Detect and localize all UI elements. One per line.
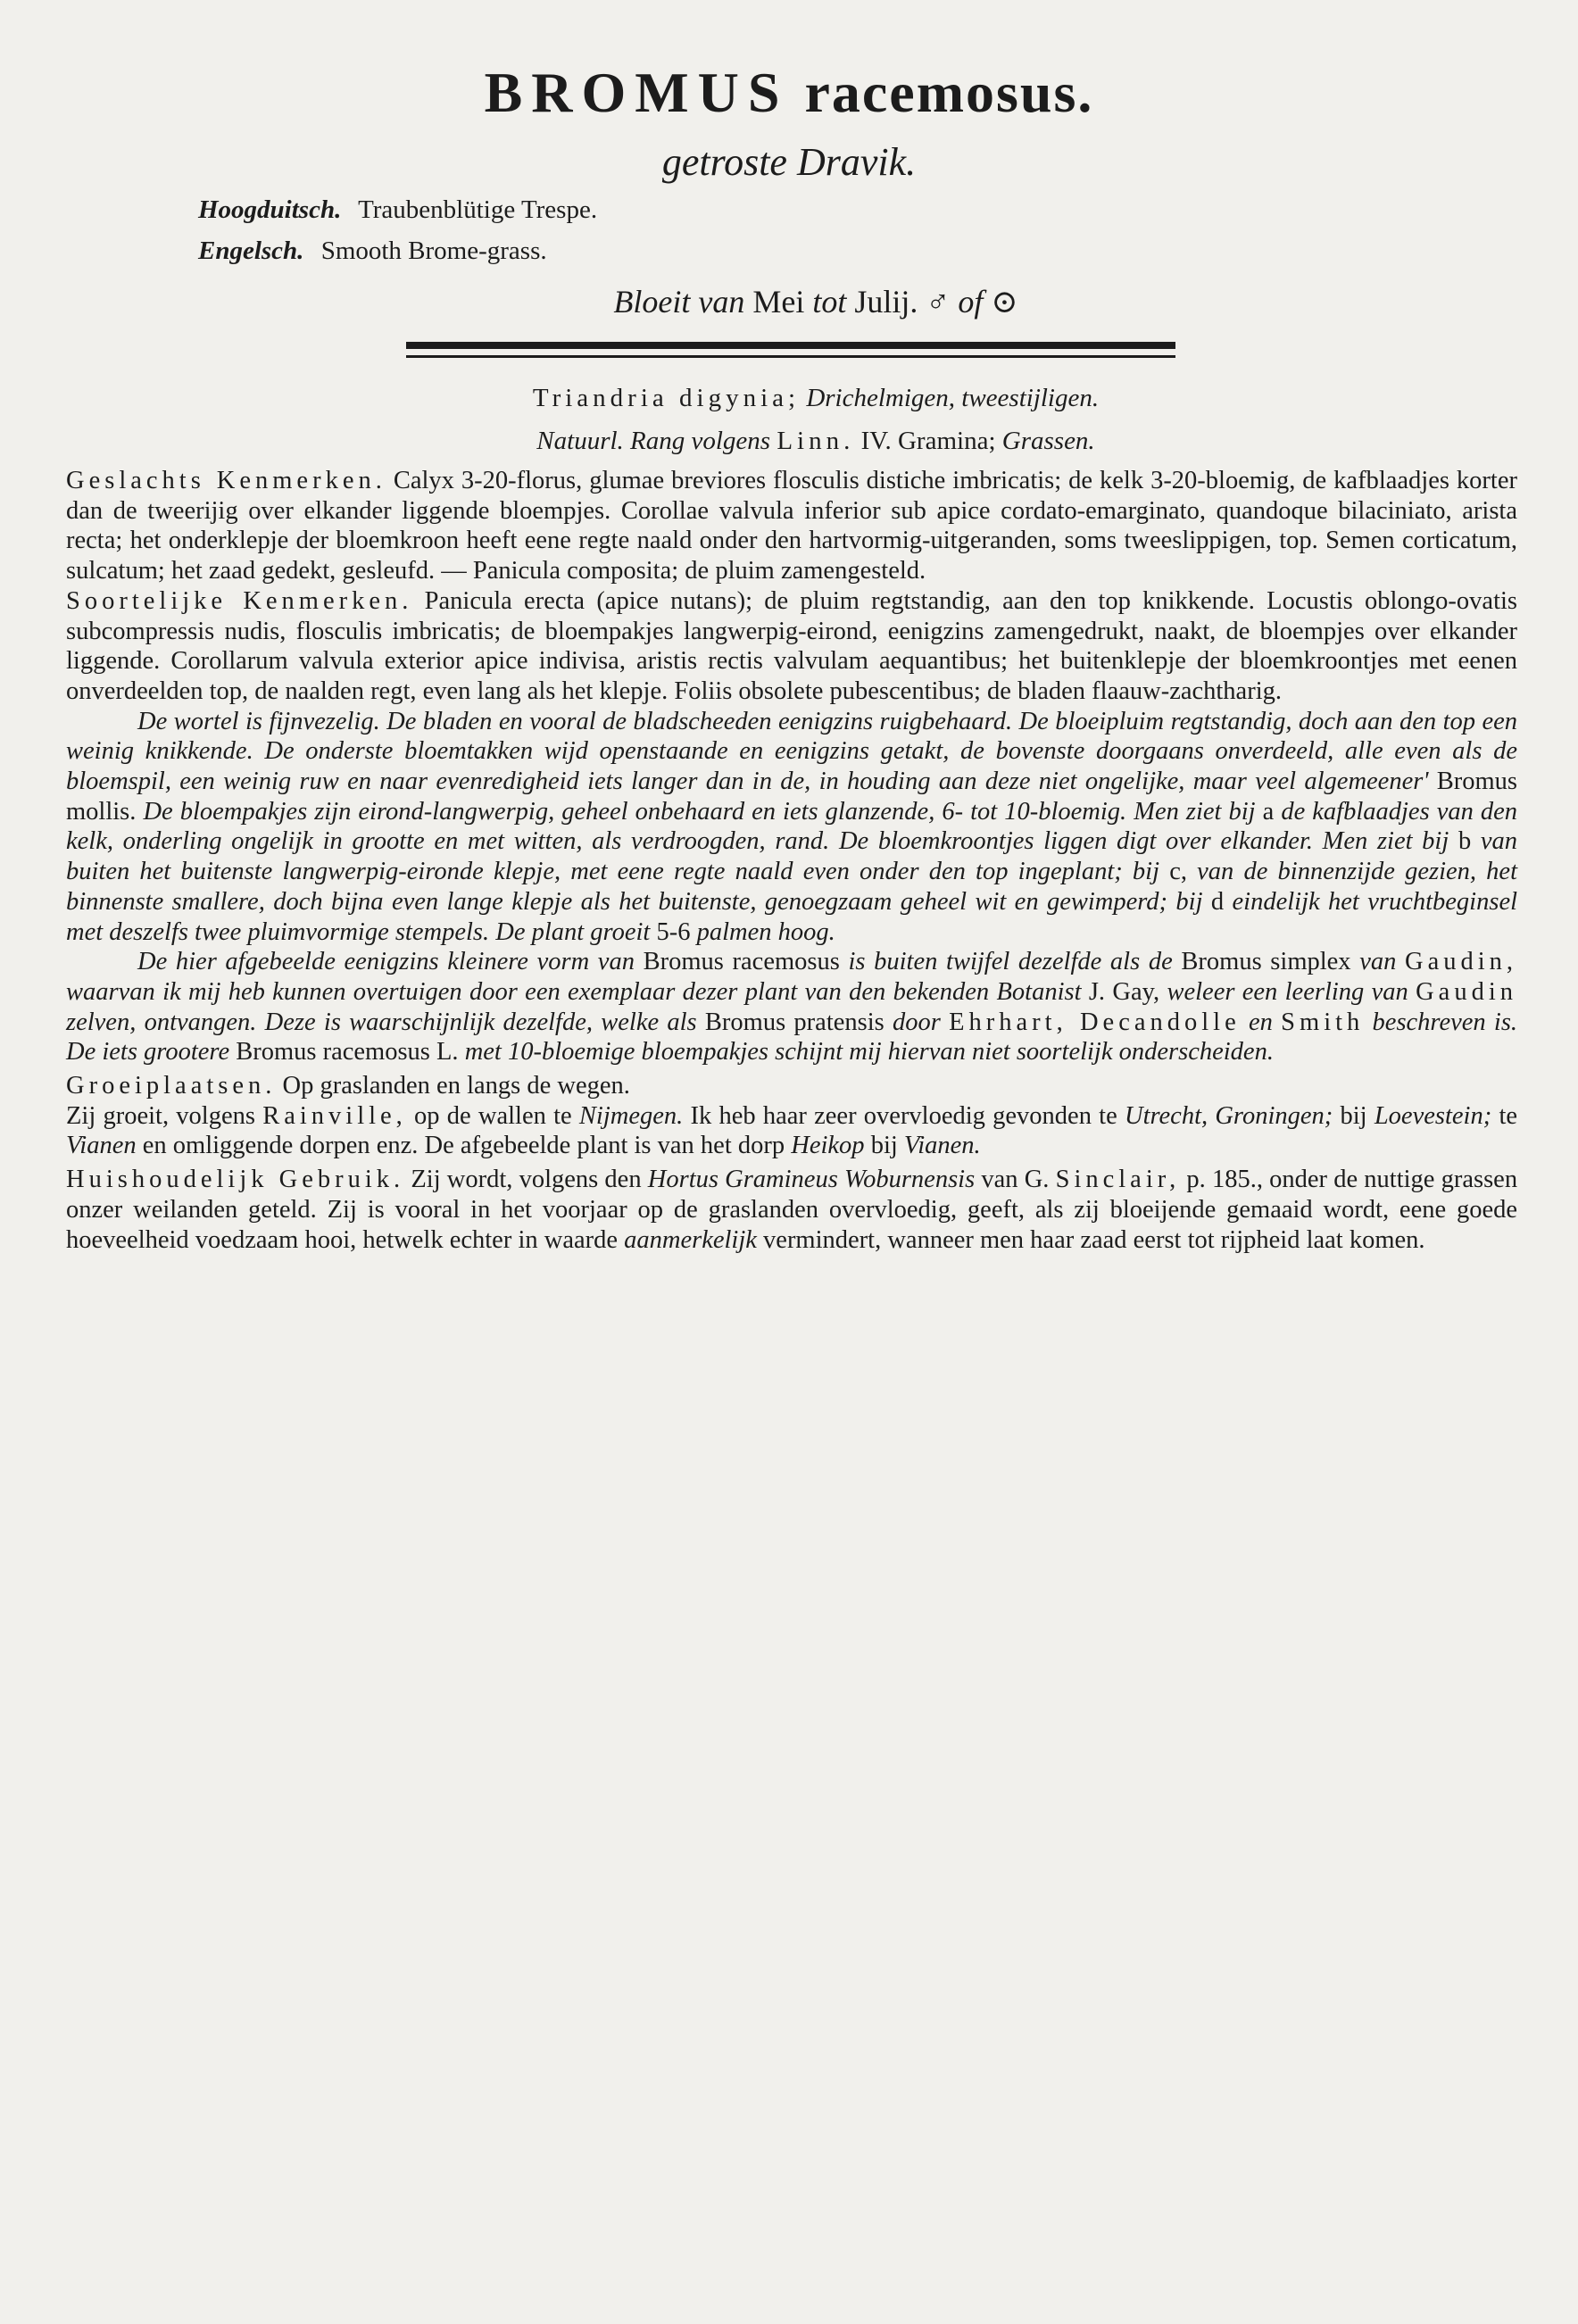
loc-text: en omliggende dorpen enz. De afgebeelde plant is van het dorp bbox=[142, 1132, 785, 1160]
species-characters-text: Panicula erecta (apice nutans); de pluim regtstandig, aan den top knikkende. Locustis oblongo-ovatis subcompressis nudis, flosculis imbricatis; de bloempakjes langwerpig-eirond, eenigzins zamengedrukt, naakt, de bloempjes over elkander liggende. Corollarum valvula exterior apice indivisa, aristis rectis valvulam aequantibus; het buitenklepje der bloemkroontjes met eenen onverdeelden top, de naalden regt, even lang als het klepje. Foliis obsolete pubescentibus; de bladen flaauw-zachtharig. bbox=[66, 586, 1517, 705]
description-paragraph-2 bbox=[66, 947, 1517, 1067]
desc-species-name: Bromus racemosus L. bbox=[236, 1038, 459, 1067]
loc-text: bij bbox=[870, 1132, 898, 1160]
divider-thick bbox=[406, 342, 1175, 349]
author-name: Rainville, bbox=[262, 1101, 407, 1130]
use-text: vermindert, wanneer men haar zaad eerst tot rijpheid laat komen. bbox=[763, 1225, 1425, 1254]
bloom-van: van bbox=[698, 284, 745, 320]
bloom-period bbox=[0, 286, 1578, 318]
title-genus: BROMUS bbox=[484, 61, 789, 124]
author-name: Gaudin, bbox=[1405, 948, 1518, 976]
author-name: J. Gay, bbox=[1088, 977, 1160, 1006]
bloom-prefix: Bloeit bbox=[613, 284, 691, 320]
desc-species-name: Bromus pratensis bbox=[704, 1008, 885, 1036]
vernacular-lang: Engelsch. bbox=[198, 237, 304, 265]
habitat-label: Groeiplaatsen. bbox=[66, 1072, 277, 1100]
loc-text: bij bbox=[1340, 1101, 1367, 1130]
title-species: racemosus. bbox=[804, 61, 1094, 124]
author-name: Smith bbox=[1281, 1008, 1365, 1036]
loc-text: Ik heb haar zeer overvloedig gevonden te bbox=[690, 1101, 1117, 1130]
desc-text: De hier afgebeelde eenigzins kleinere vorm van bbox=[137, 948, 635, 976]
desc-height: 5-6 bbox=[656, 917, 691, 946]
use-label: Huishoudelijk Gebruik. bbox=[66, 1166, 405, 1194]
bloom-month-end: Julij. bbox=[854, 284, 918, 320]
use-text: p. 185., onder de nuttige grassen onzer weilanden geteld. Zij is vooral in het voorjaar op de graslanden overvloedig, geeft, als zij bloeijende gemaaid wordt, eene goede hoeveelheid voedzaam hooi, hetwelk echter in waarde bbox=[66, 1166, 1518, 1254]
author-name: Sinclair, bbox=[1055, 1166, 1181, 1194]
loc-text: te bbox=[1499, 1101, 1518, 1130]
desc-text: eindelijk het vruchtbeginsel met deszelfs twee pluimvormige stempels. De plant groeit bbox=[66, 887, 1518, 946]
place-name: Nijmegen. bbox=[578, 1101, 684, 1130]
desc-species-name: Bromus simplex bbox=[1181, 948, 1351, 976]
desc-text: zelven, ontvangen. Deze is waarschijnlijk dezelfde, welke als bbox=[66, 1008, 697, 1036]
page-title bbox=[0, 61, 1578, 124]
description-paragraph-1 bbox=[66, 707, 1517, 948]
bloom-month-start: Mei bbox=[752, 284, 805, 320]
bloom-tot: tot bbox=[812, 284, 847, 320]
author-name: Gaudin bbox=[1416, 977, 1517, 1006]
vernacular-name-english bbox=[198, 230, 597, 271]
desc-text: weleer een leerling van bbox=[1167, 977, 1408, 1006]
desc-text: de kafblaadjes van den kelk, onderling ongelijk in grootte en met witten, als verdroogden, rand. De bloemkroontjes liggen digt over elkander. Men ziet bij bbox=[66, 797, 1518, 856]
desc-text: door bbox=[893, 1008, 941, 1036]
place-name: Loevestein; bbox=[1374, 1101, 1492, 1130]
vernacular-name-german bbox=[198, 189, 597, 230]
use-text: van G. bbox=[981, 1166, 1050, 1194]
loc-text: op de wallen te bbox=[414, 1101, 572, 1130]
genus-characters bbox=[66, 466, 1517, 586]
natural-order-value: IV. Gramina; bbox=[860, 427, 996, 455]
desc-text: en bbox=[1249, 1008, 1273, 1036]
place-name: Vianen. bbox=[903, 1132, 981, 1160]
habitat-section bbox=[66, 1071, 1517, 1101]
vernacular-names bbox=[198, 189, 597, 271]
classification-line-1 bbox=[0, 386, 1578, 411]
place-name: Vianen bbox=[66, 1132, 137, 1160]
use-text: Zij wordt, volgens den bbox=[411, 1166, 642, 1194]
species-characters bbox=[66, 586, 1517, 707]
place-name: Heikop bbox=[791, 1132, 865, 1160]
male-symbol-icon: ♂ bbox=[926, 284, 951, 320]
desc-species-name: Bromus mollis. bbox=[66, 768, 1517, 826]
natural-order-label: Natuurl. Rang volgens bbox=[536, 427, 771, 455]
desc-text: 10-bloemige bloempakjes schijnt mij hiervan niet soortelijk onderscheiden. bbox=[507, 1038, 1274, 1067]
author-name: Ehrhart, Decandolle bbox=[949, 1008, 1241, 1036]
vernacular-value: Smooth Brome-grass. bbox=[320, 237, 547, 265]
desc-text: palmen hoog. bbox=[696, 917, 835, 946]
desc-species-name: Bromus racemosus bbox=[643, 948, 840, 976]
figure-letter-c: c, bbox=[1169, 858, 1187, 886]
figure-letter-a: a bbox=[1262, 797, 1275, 826]
linnaean-class-dutch: Drichelmigen, tweestijligen. bbox=[806, 384, 1100, 412]
desc-text: waarvan ik mij heb kunnen overtuigen door een exemplaar dezer plant van den bekenden Botanist bbox=[66, 977, 1082, 1006]
figure-letter-d: d bbox=[1210, 887, 1225, 916]
linnaeus-name: Linn. bbox=[777, 427, 855, 455]
natural-order-dutch: Grassen. bbox=[1001, 427, 1095, 455]
vernacular-value: Traubenblütige Trespe. bbox=[358, 195, 598, 224]
desc-text: beschreven is. De iets grootere bbox=[66, 1008, 1518, 1067]
page-subtitle: getroste Dravik. bbox=[661, 140, 917, 184]
annual-symbol-icon: ⊙ bbox=[991, 284, 1018, 320]
desc-text: van de binnenzijde gezien, het binnenste smallere, doch bijna even lange klepje als het buitenste, genoegzaam geheel wit en gewimperd; bij bbox=[66, 858, 1517, 916]
bloom-of: of bbox=[958, 284, 984, 320]
body-text bbox=[66, 466, 1517, 1255]
locations-paragraph bbox=[66, 1101, 1517, 1161]
use-section bbox=[66, 1165, 1517, 1255]
loc-text: Zij groeit, volgens bbox=[66, 1101, 255, 1130]
genus-characters-label: Geslachts Kenmerken. bbox=[66, 467, 386, 494]
desc-text: is buiten twijfel dezelfde als de bbox=[848, 948, 1173, 976]
desc-text: De wortel is fijnvezelig. De bladen en vooral de bladscheeden eenigzins ruigbehaard. De bloeipluim regtstandig, doch aan den top een weinig knikkende. De onderste bloemtakken wijd openstaande en eenigzins getakt, de bovenste doorgaans onverdeeld, alle even als de bloemspil, een weinig ruw en naar evenredigheid iets langer dan in de, in houding aan deze niet ongelijke, maar veel algemeener' bbox=[66, 707, 1517, 796]
classification-line-2 bbox=[0, 428, 1578, 454]
desc-text: van buiten het buitenste langwerpig-eironde klepje, met eene regte naald even onder den top ingeplant; bij bbox=[66, 827, 1517, 886]
figure-letter-b: b bbox=[1458, 827, 1472, 856]
genus-characters-text: Calyx 3-20-florus, glumae breviores flosculis distiche imbricatis; de kelk 3-20-bloemig, de kafblaadjes korter dan de tweerijig over elkander liggende bloempjes. Corollae valvula inferior sub apice cordato-emarginato, quandoque bilaciniato, arista recta; het onderklepje der bloemkroon heeft eene regte naald onder den hartvormig-uitgeranden, soms tweeslippigen, top. Semen corticatum, sulcatum; het zaad gedekt, gesleufd. — Panicula composita; de pluim zamengesteld. bbox=[66, 467, 1517, 585]
place-name: Utrecht, Groningen; bbox=[1124, 1101, 1333, 1130]
use-emphasis: aanmerkelijk bbox=[624, 1225, 757, 1254]
vernacular-lang: Hoogduitsch. bbox=[198, 195, 342, 224]
desc-text: De bloempakjes zijn eirond-langwerpig, geheel onbehaard en iets glanzende, 6- tot 10-bloemig. Men ziet bij bbox=[143, 797, 1256, 826]
desc-text: met bbox=[464, 1038, 502, 1067]
linnaean-class: Triandria digynia; bbox=[532, 384, 801, 412]
book-title: Hortus Gramineus Woburnensis bbox=[647, 1166, 976, 1194]
divider-thin bbox=[406, 355, 1175, 358]
desc-text: van bbox=[1359, 948, 1397, 976]
species-characters-label: Soortelijke Kenmerken. bbox=[66, 586, 413, 615]
habitat-text: Op graslanden en langs de wegen. bbox=[282, 1072, 630, 1100]
